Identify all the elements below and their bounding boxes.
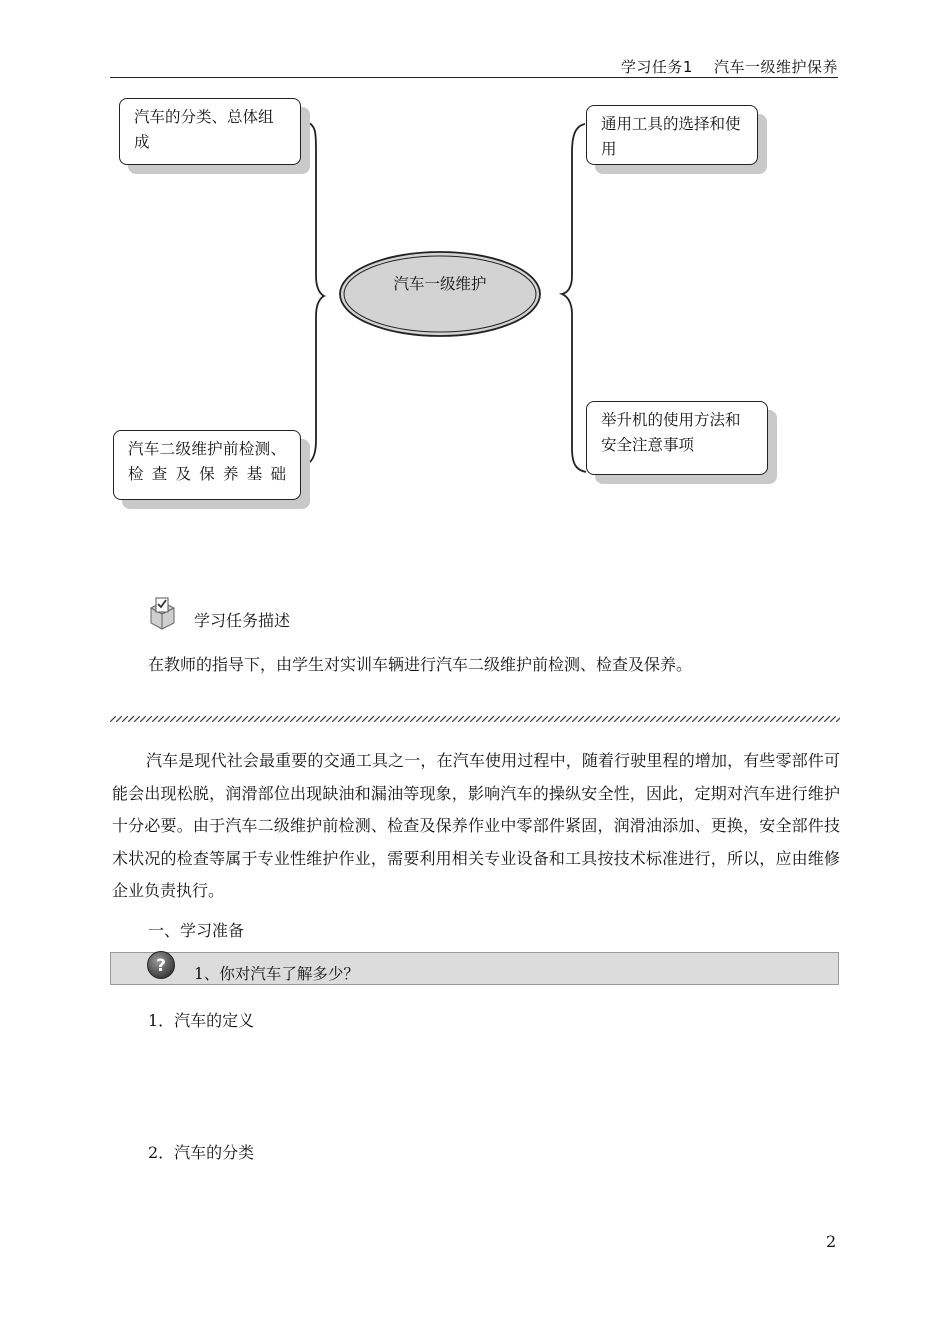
node-bottom-left: 汽车二级维护前检测、检查及保养基础 — [113, 430, 301, 500]
center-node-label: 汽车一级维护 — [393, 275, 487, 293]
question-icon — [146, 950, 176, 980]
section-divider — [110, 716, 840, 722]
item-classification: 2．汽车的分类 — [148, 1143, 255, 1162]
prep-heading: 一、学习准备 — [148, 921, 245, 940]
node-bottom-right: 举升机的使用方法和安全注意事项 — [586, 401, 768, 475]
item-definition: 1．汽车的定义 — [148, 1011, 255, 1030]
node-top-left: 汽车的分类、总体组成 — [119, 98, 301, 165]
intro-paragraph: 汽车是现代社会最重要的交通工具之一，在汽车使用过程中，随着行驶里程的增加，有些零部件可能会出现松脱，润滑部位出现缺油和漏油等现象，影响汽车的操纵安全性，因此，定期对汽车进行维护十分必要。由于汽车二级维护前检测、检查及保养作业中零部件紧固，润滑油添加、更换，安全部件技术状况的检查等属于专业性维护作业，需要利用相关专业设备和工具按技术标准进行，所以，应由维修企业负责执行。 — [112, 751, 840, 900]
right-brace — [562, 124, 586, 472]
node-top-right: 通用工具的选择和使用 — [586, 105, 758, 165]
header-title: 学习任务1 汽车一级维护保养 — [620, 58, 838, 76]
question-text: 1、你对汽车了解多少？ — [194, 965, 359, 983]
page-number: 2 — [826, 1232, 837, 1251]
checklist-icon — [147, 596, 177, 630]
left-brace — [302, 122, 324, 466]
center-ellipse-outer — [340, 252, 540, 336]
task-section-title: 学习任务描述 — [194, 611, 291, 630]
mind-map — [0, 0, 950, 540]
task-description: 在教师的指导下，由学生对实训车辆进行汽车二级维护前检测、检查及保养。 — [148, 655, 693, 674]
svg-text:?: ? — [156, 956, 166, 976]
